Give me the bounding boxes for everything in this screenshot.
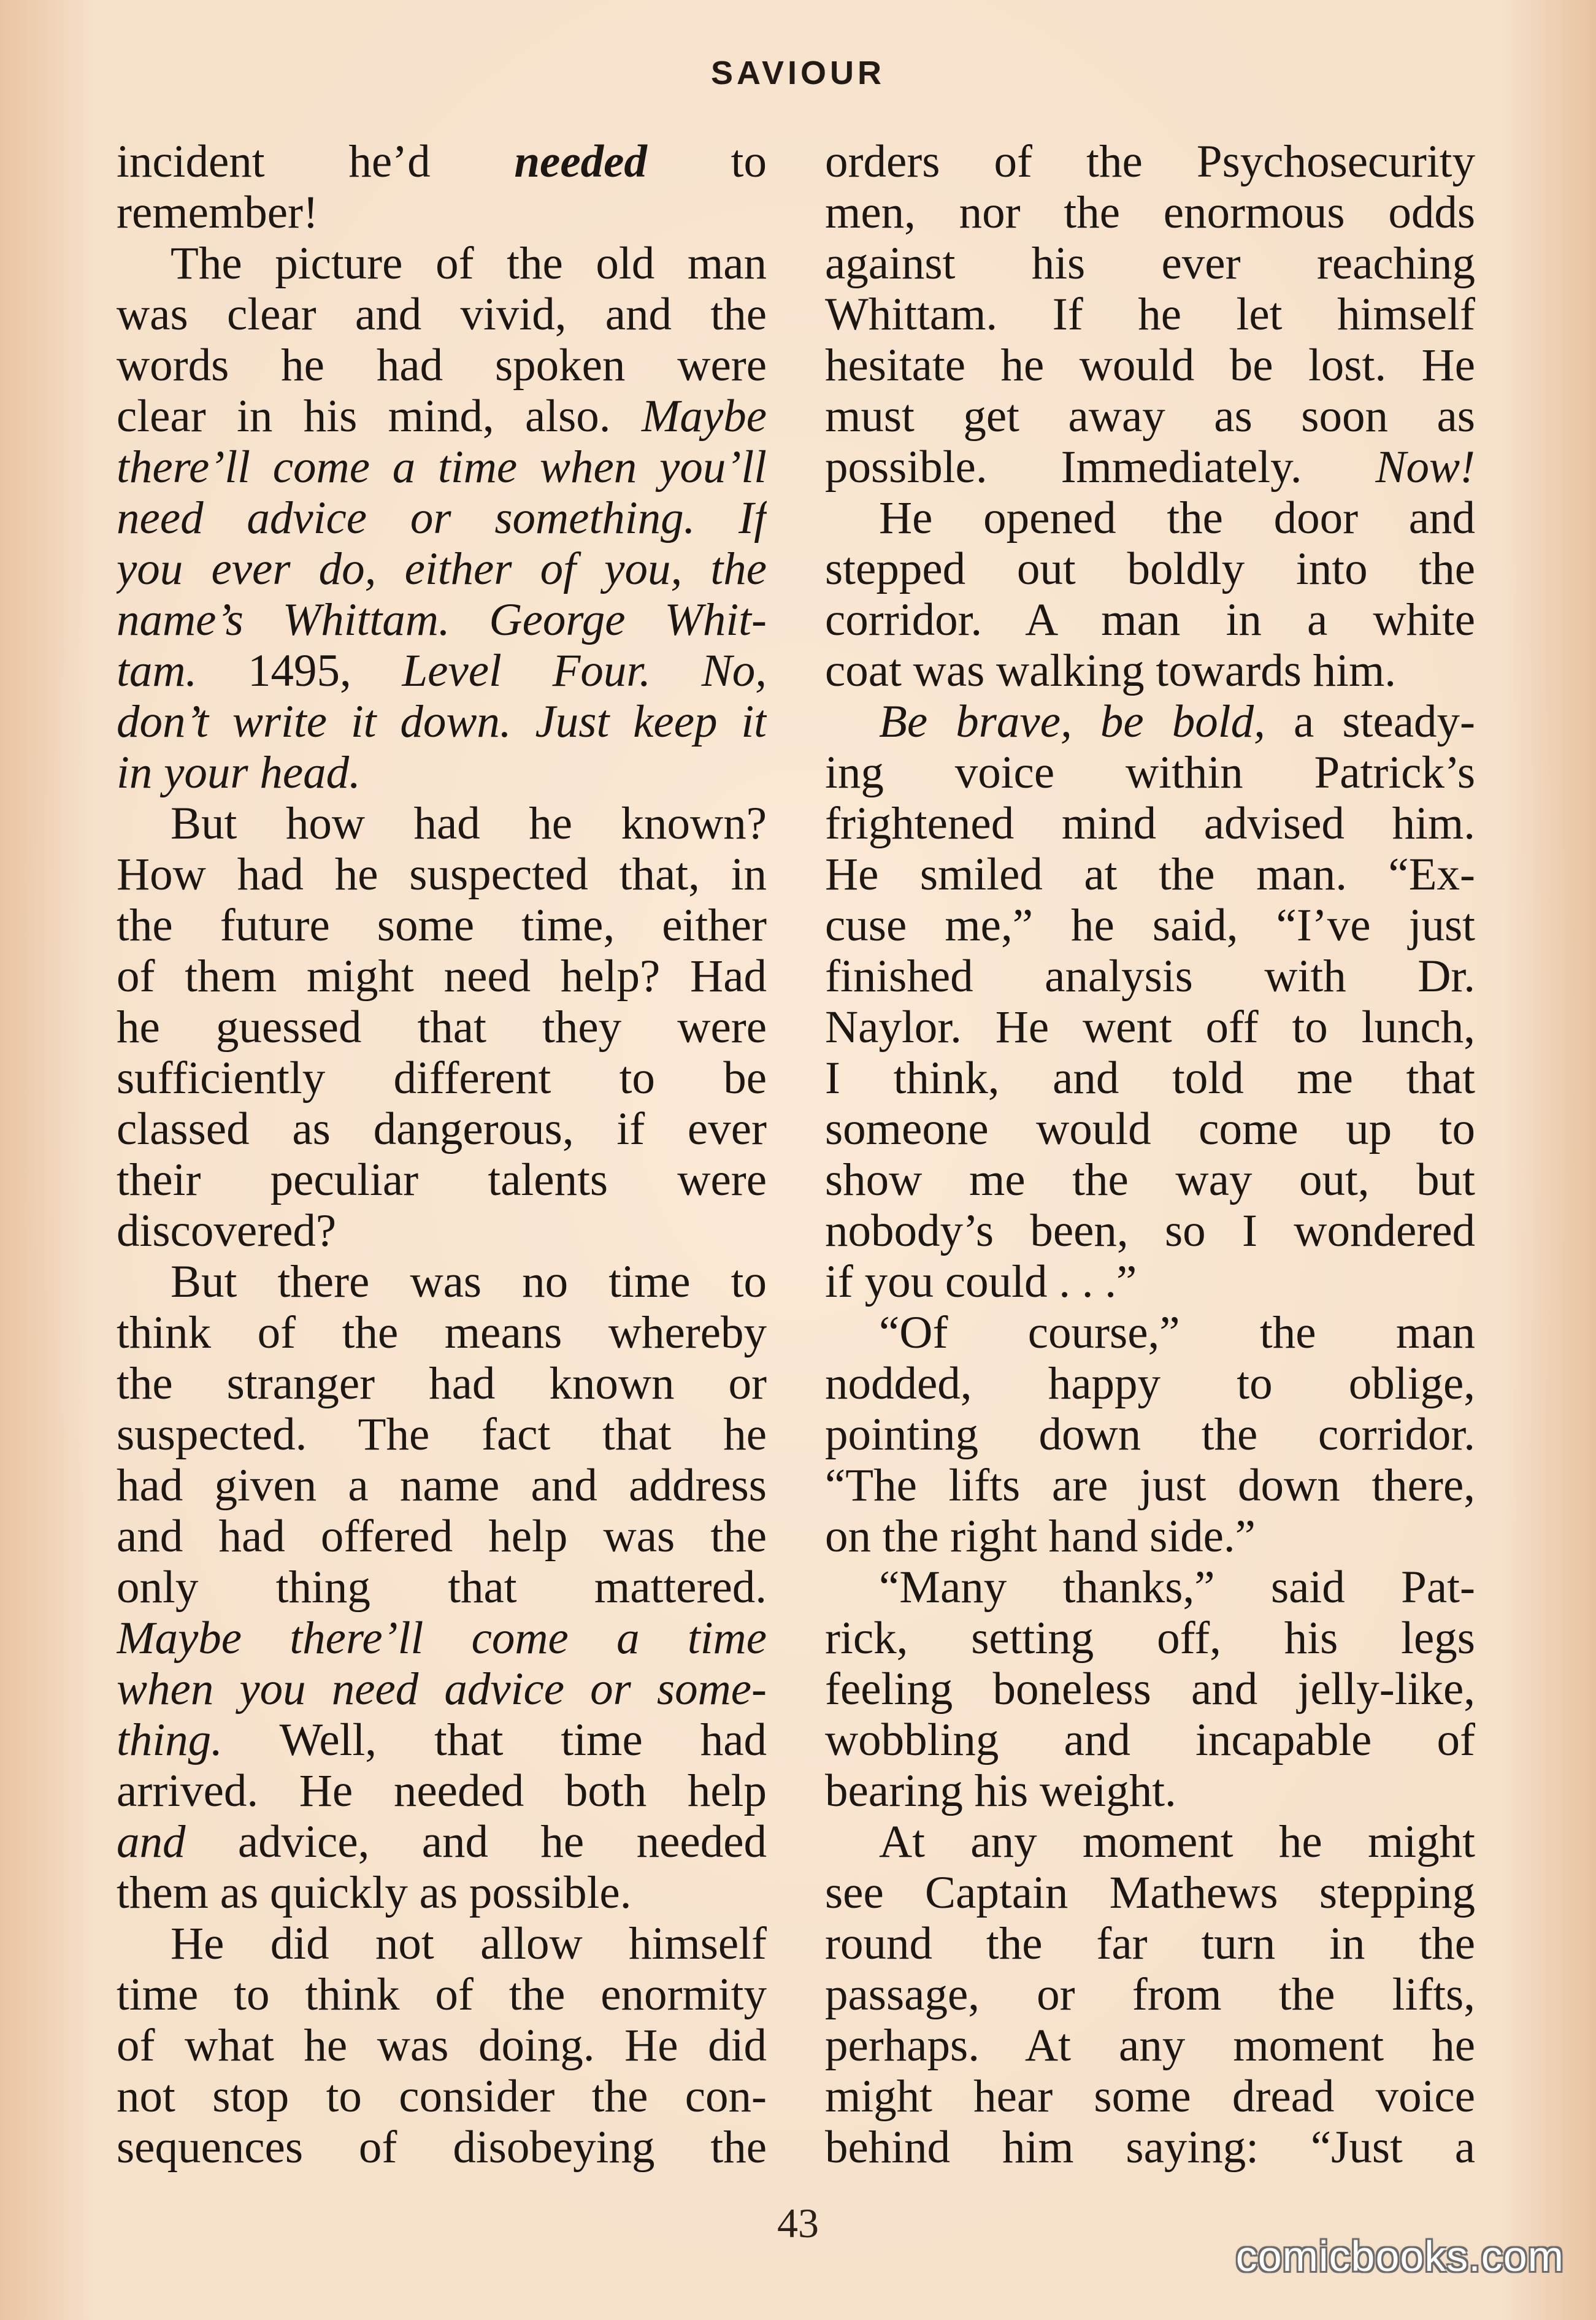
right-text-line	[825, 1002, 1475, 1053]
text-run: At any moment he might	[879, 1816, 1475, 1867]
left-text-line	[117, 1053, 767, 1104]
text-run: men, nor the enormous odds	[825, 187, 1475, 238]
right-text-line	[825, 1154, 1475, 1205]
left-text-line	[117, 1511, 767, 1562]
text-run: to	[646, 136, 767, 187]
text-run: of them might need help? Had	[117, 951, 767, 1002]
text-run: arrived. He needed both help	[117, 1765, 767, 1816]
right-text-line	[825, 645, 1475, 696]
left-text-line	[117, 900, 767, 951]
text-run: had given a name and address	[117, 1460, 767, 1511]
right-text-line	[825, 391, 1475, 442]
text-run: possible. Immediately.	[825, 442, 1376, 493]
text-run: He smiled at the man. “Ex-	[825, 849, 1475, 900]
left-text-line	[117, 493, 767, 544]
emphasized-text: Maybe	[641, 391, 767, 442]
site-watermark: comicbooks.com	[1235, 2232, 1564, 2280]
text-run: bearing his weight.	[825, 1765, 1176, 1816]
left-text-line	[117, 1918, 767, 1969]
left-text-line	[117, 1715, 767, 1765]
text-run: their peculiar talents were	[117, 1154, 767, 1205]
text-run: against his ever reaching	[825, 238, 1475, 289]
text-run: sequences of disobeying the	[117, 2122, 767, 2173]
right-text-line	[825, 2122, 1475, 2173]
left-text-line	[117, 1307, 767, 1358]
text-run: But how had he known?	[171, 798, 767, 849]
left-text-line	[117, 1867, 767, 1918]
left-text-line	[117, 1358, 767, 1409]
emphasized-text: Maybe there’ll come a time	[117, 1613, 767, 1664]
text-run: Naylor. He went off to lunch,	[825, 1002, 1475, 1053]
left-text-line	[117, 1409, 767, 1460]
text-run: nobody’s been, so I wondered	[825, 1205, 1475, 1256]
right-text-line	[825, 1867, 1475, 1918]
left-text-line	[117, 1969, 767, 2020]
right-text-line	[825, 544, 1475, 594]
left-text-line	[117, 645, 767, 696]
text-run: The picture of the old man	[171, 238, 767, 289]
text-run: someone would come up to	[825, 1104, 1475, 1154]
text-run: behind him saying: “Just a	[825, 2122, 1475, 2173]
emphasized-text: Level Four. No,	[402, 645, 767, 696]
right-text-line	[825, 2020, 1475, 2071]
emphasized-text: don’t write it down. Just keep it	[117, 696, 767, 747]
text-run: remember!	[117, 187, 318, 238]
right-text-line	[825, 1562, 1475, 1613]
right-text-line	[825, 289, 1475, 340]
right-text-line	[825, 187, 1475, 238]
emphasized-text: name’s Whittam. George Whit-	[117, 594, 767, 645]
right-text-line	[825, 1613, 1475, 1664]
text-run: “The lifts are just down there,	[825, 1460, 1475, 1511]
text-run: coat was walking towards him.	[825, 645, 1397, 696]
left-text-line	[117, 2020, 767, 2071]
text-run: orders of the Psychosecurity	[825, 136, 1475, 187]
left-text-line	[117, 2122, 767, 2173]
emphasized-text: need advice or something. If	[117, 493, 767, 544]
text-run: frightened mind advised him.	[825, 798, 1475, 849]
text-run: Whittam. If he let himself	[825, 289, 1475, 340]
right-text-line	[825, 1053, 1475, 1104]
emphasized-text: Be brave, be bold,	[879, 696, 1265, 747]
right-text-line	[825, 594, 1475, 645]
left-text-line	[117, 187, 767, 238]
right-text-line	[825, 1460, 1475, 1511]
text-run: He did not allow himself	[171, 1918, 767, 1969]
emphasized-text: when you need advice or some-	[117, 1664, 767, 1715]
left-text-line	[117, 951, 767, 1002]
text-run: time to think of the enormity	[117, 1969, 767, 2020]
text-run: if you could . . .”	[825, 1256, 1137, 1307]
text-run: Well, that time had	[222, 1715, 767, 1765]
left-text-line	[117, 747, 767, 798]
left-text-line	[117, 1765, 767, 1816]
text-run: feeling boneless and jelly-like,	[825, 1664, 1475, 1715]
text-run: nodded, happy to oblige,	[825, 1358, 1475, 1409]
text-run: must get away as soon as	[825, 391, 1475, 442]
text-run: I think, and told me that	[825, 1053, 1475, 1104]
emphasized-text: you ever do, either of you, the	[117, 544, 767, 594]
text-run: passage, or from the lifts,	[825, 1969, 1475, 2020]
left-text-line	[117, 136, 767, 187]
text-run: discovered?	[117, 1205, 337, 1256]
left-text-line	[117, 340, 767, 391]
text-run: think of the means whereby	[117, 1307, 767, 1358]
left-text-line	[117, 1002, 767, 1053]
right-text-line	[825, 340, 1475, 391]
text-run: cuse me,” he said, “I’ve just	[825, 900, 1475, 951]
right-text-line	[825, 1409, 1475, 1460]
text-run: rick, setting off, his legs	[825, 1613, 1475, 1664]
text-run: round the far turn in the	[825, 1918, 1475, 1969]
left-text-line	[117, 1154, 767, 1205]
right-text-line	[825, 1969, 1475, 2020]
text-run: ing voice within Patrick’s	[825, 747, 1475, 798]
right-text-line	[825, 1307, 1475, 1358]
left-text-line	[117, 696, 767, 747]
text-run: might hear some dread voice	[825, 2071, 1475, 2122]
left-text-column	[117, 136, 767, 2173]
left-text-line	[117, 1664, 767, 1715]
left-text-line	[117, 798, 767, 849]
right-text-line	[825, 2071, 1475, 2122]
emphasized-text: needed	[514, 136, 647, 187]
right-text-line	[825, 1664, 1475, 1715]
emphasized-text: in your head.	[117, 747, 361, 798]
left-text-line	[117, 594, 767, 645]
text-run: sufficiently different to be	[117, 1053, 767, 1104]
right-text-line	[825, 1816, 1475, 1867]
text-run: words he had spoken were	[117, 340, 767, 391]
right-text-line	[825, 1765, 1475, 1816]
text-run: How had he suspected that, in	[117, 849, 767, 900]
text-run: wobbling and incapable of	[825, 1715, 1475, 1765]
left-text-line	[117, 1104, 767, 1154]
emphasized-text: Now!	[1375, 442, 1475, 493]
left-text-line	[117, 1256, 767, 1307]
left-text-line	[117, 442, 767, 493]
right-text-line	[825, 798, 1475, 849]
right-text-line	[825, 747, 1475, 798]
right-text-line	[825, 900, 1475, 951]
left-text-line	[117, 1205, 767, 1256]
text-run: the future some time, either	[117, 900, 767, 951]
text-run: finished analysis with Dr.	[825, 951, 1475, 1002]
left-text-line	[117, 849, 767, 900]
emphasized-text: thing.	[117, 1715, 223, 1765]
running-head: SAVIOUR	[710, 55, 886, 91]
text-run: He opened the door and	[879, 493, 1475, 544]
left-text-line	[117, 544, 767, 594]
emphasized-text: tam.	[117, 645, 198, 696]
right-text-line	[825, 1205, 1475, 1256]
text-run: stepped out boldly into the	[825, 544, 1475, 594]
text-run: only thing that mattered.	[117, 1562, 767, 1613]
right-text-line	[825, 1715, 1475, 1765]
right-text-line	[825, 1918, 1475, 1969]
text-run: them as quickly as possible.	[117, 1867, 632, 1918]
text-run: incident he’d	[117, 136, 515, 187]
right-text-line	[825, 136, 1475, 187]
text-run: But there was no time to	[171, 1256, 767, 1307]
left-text-line	[117, 1460, 767, 1511]
text-run: show me the way out, but	[825, 1154, 1475, 1205]
page-number: 43	[777, 2200, 819, 2246]
text-run: suspected. The fact that he	[117, 1409, 767, 1460]
right-text-line	[825, 849, 1475, 900]
text-run: pointing down the corridor.	[825, 1409, 1475, 1460]
text-run: corridor. A man in a white	[825, 594, 1475, 645]
right-text-line	[825, 1256, 1475, 1307]
text-run: the stranger had known or	[117, 1358, 767, 1409]
text-run: 1495,	[197, 645, 402, 696]
left-text-line	[117, 1816, 767, 1867]
text-run: a steady-	[1265, 696, 1475, 747]
text-run: hesitate he would be lost. He	[825, 340, 1475, 391]
right-text-line	[825, 493, 1475, 544]
text-run: clear in his mind, also.	[117, 391, 642, 442]
right-text-column	[825, 136, 1475, 2173]
emphasized-text: and	[117, 1816, 186, 1867]
text-run: of what he was doing. He did	[117, 2020, 767, 2071]
right-text-line	[825, 1511, 1475, 1562]
right-text-line	[825, 238, 1475, 289]
text-run: on the right hand side.”	[825, 1511, 1256, 1562]
text-run: he guessed that they were	[117, 1002, 767, 1053]
left-text-line	[117, 238, 767, 289]
left-text-line	[117, 391, 767, 442]
right-text-line	[825, 1104, 1475, 1154]
text-run: classed as dangerous, if ever	[117, 1104, 767, 1154]
right-text-line	[825, 951, 1475, 1002]
left-text-line	[117, 2071, 767, 2122]
left-text-line	[117, 1613, 767, 1664]
text-run: “Many thanks,” said Pat-	[879, 1562, 1475, 1613]
text-run: was clear and vivid, and the	[117, 289, 767, 340]
text-run: not stop to consider the con-	[117, 2071, 767, 2122]
left-text-line	[117, 1562, 767, 1613]
right-text-line	[825, 442, 1475, 493]
right-text-line	[825, 1358, 1475, 1409]
text-run: perhaps. At any moment he	[825, 2020, 1475, 2071]
right-text-line	[825, 696, 1475, 747]
text-run: advice, and he needed	[185, 1816, 767, 1867]
text-run: “Of course,” the man	[879, 1307, 1475, 1358]
text-run: see Captain Mathews stepping	[825, 1867, 1475, 1918]
left-text-line	[117, 289, 767, 340]
emphasized-text: there’ll come a time when you’ll	[117, 442, 767, 493]
text-run: and had offered help was the	[117, 1511, 767, 1562]
